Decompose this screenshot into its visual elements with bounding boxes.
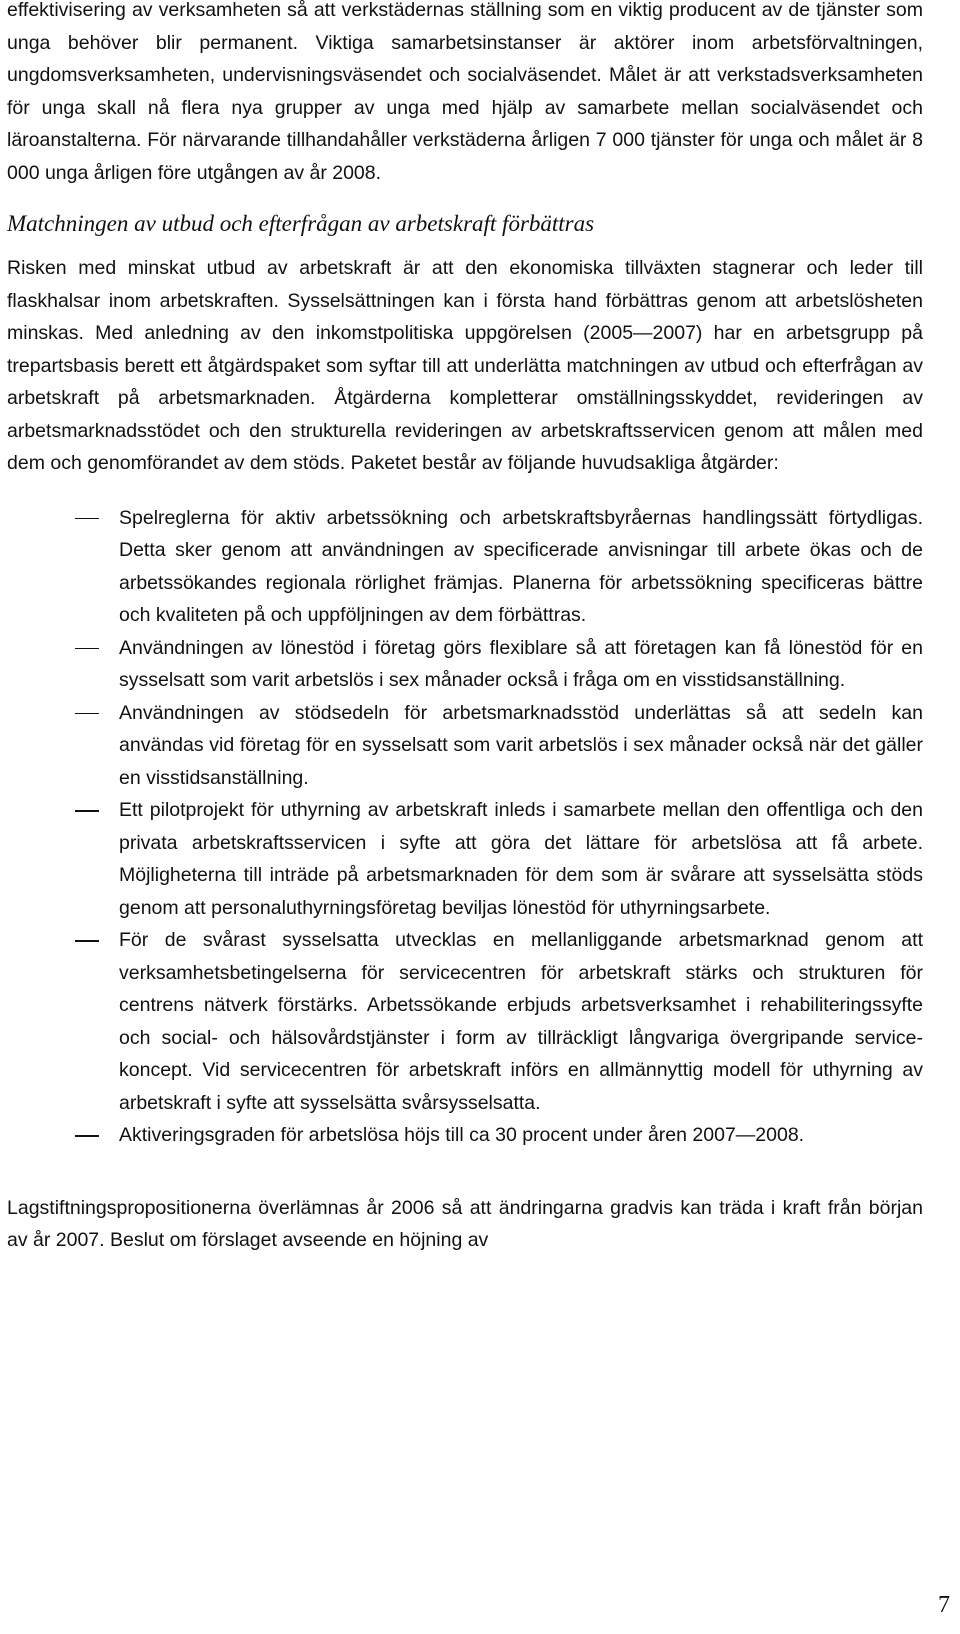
list-item-text: Användningen av stödsedeln för arbetsmarknadsstöd underlättas så att sedeln kan användas vid företag för en sysselsatt som varit arbetslös i sex månader också när det gäller en visstidsanställning. [119, 701, 923, 789]
dash-bullet [75, 713, 99, 715]
section-heading: Matchningen av utbud och efterfrågan av arbetskraft förbättras [7, 211, 595, 236]
page-number: 7 [938, 1592, 950, 1618]
list-item [7, 697, 923, 795]
dash-bullet [75, 1135, 99, 1137]
measures-list [7, 502, 923, 1152]
list-item [7, 1119, 923, 1152]
list-item [7, 924, 923, 1119]
dash-bullet [75, 518, 99, 520]
list-item [7, 632, 923, 697]
list-item [7, 794, 923, 924]
dash-bullet [75, 940, 99, 942]
intro-paragraph: effektivisering av verksamheten så att verkstädernas ställning som en viktig producent av de tjänster som unga behöver blir permanent. Viktiga samarbetsinstanser är aktörer inom arbetsförvaltningen, ungdomsverksamheten, undervisningsväsendet och socialväsendet. Målet är att verkstadsverksamheten för unga skall nå flera nya grupper av unga med hjälp av samarbete mellan socialväsendet och läroanstalterna. För närvarande tillhandahåller verkstäderna årligen 7 000 tjänster för unga och målet är 8 000 unga årligen före utgången av år 2008. [7, 0, 923, 184]
list-item-text: Spelreglerna för aktiv arbetssökning och arbetskraftsbyråernas handlingssätt förtydligas. Detta sker genom att användningen av specificerade anvisningar till arbete ökas och de arbetssökandes regionala rörlighet främjas. Planerna för arbetssökning specificeras bättre och kvaliteten på och uppföljningen av dem förbättras. [119, 506, 923, 626]
document-page [7, 0, 923, 1257]
section-paragraph: Risken med minskat utbud av arbetskraft är att den ekonomiska tillväxten stagnerar och leder till flaskhalsar inom arbetskraften. Sysselsättningen kan i första hand förbättras genom att arbetslösheten minskas. Med anledning av den inkomstpolitiska uppgörelsen (2005—2007) har en arbetsgrupp på trepartsbasis berett ett åtgärdspaket som syftar till att underlätta matchningen av utbud och efterfrågan av arbetskraft på arbetsmarknaden. Åtgärderna kompletterar omställningsskyddet, revideringen av arbetsmarknadsstödet och den strukturella revideringen av arbetskraftsservicen genom att målen med dem och genomförandet av dem stöds. Paketet består av följande huvudsakliga åtgärder: [7, 257, 923, 474]
list-item-text: Ett pilotprojekt för uthyrning av arbetskraft inleds i samarbete mellan den offentliga och den privata arbetskraftsservicen i syfte att göra det lättare för arbetslösa att få arbete. Möjligheterna till inträde på arbetsmarknaden för dem som är svårare att sysselsätta stöds genom att personaluthyrningsföretag beviljas lönestöd för uthyrningsarbete. [119, 799, 923, 919]
dash-bullet [75, 810, 99, 812]
dash-bullet [75, 648, 99, 650]
list-item [7, 502, 923, 632]
list-item-text: Användningen av lönestöd i företag görs flexiblare så att företagen kan få lönestöd för en sysselsatt som varit arbetslös i sex månader också i fråga om en visstidsanställning. [119, 636, 923, 691]
list-item-text: Aktiveringsgraden för arbetslösa höjs till ca 30 procent under åren 2007—2008. [119, 1124, 805, 1146]
closing-paragraph: Lagstiftningspropositionerna överlämnas år 2006 så att ändringarna gradvis kan träda i kraft från början av år 2007. Beslut om förslaget avseende en höjning av [7, 1196, 923, 1251]
list-item-text: För de svårast sysselsatta utvecklas en mellanliggande arbetsmarknad genom att verksamhetsbetingelserna för servicecentren för arbetskraft stärks och strukturen för centrens nätverk förstärks. Arbetssökande erbjuds arbetsverksamhet i rehabiliteringssyfte och social- och hälsovårdstjänster i form av tillräckligt långvariga övergripande servicekoncept. Vid servicecentren för arbetskraft införs en allmännyttig modell för uthyrning av arbetskraft i syfte att sysselsätta svårsysselsatta. [119, 929, 923, 1114]
